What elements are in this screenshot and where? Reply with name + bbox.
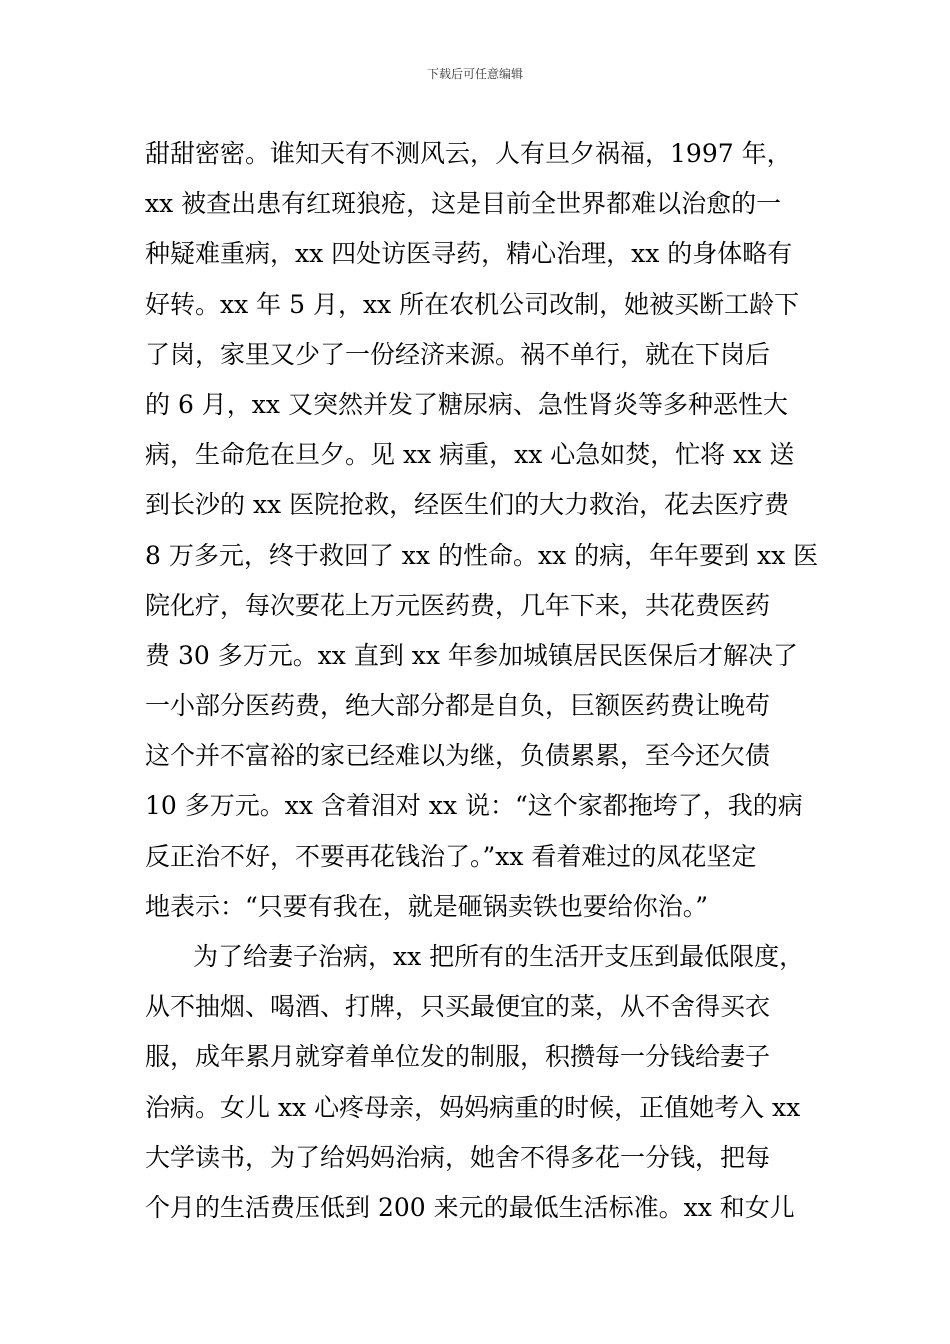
text-line: 到长沙的 xx 医院抢救，经医生们的大力救治，花去医疗费 (145, 490, 790, 520)
document-body (145, 129, 835, 1233)
text-line: 的 6 月，xx 又突然并发了糖尿病、急性肾炎等多种恶性大 (145, 389, 788, 419)
text-line: 地表示：“只要有我在，就是砸锅卖铁也要给你治。” (145, 891, 709, 921)
page-header: 下载后可任意编辑 (426, 67, 523, 81)
text-line: 了岗，家里又少了一份经济来源。祸不单行，就在下岗后 (145, 339, 771, 369)
text-line: 服，成年累月就穿着单位发的制服，积攒每一分钱给妻子 (145, 1042, 771, 1072)
text-line: 一小部分医药费，绝大部分都是自负，巨额医药费让晚苟 (145, 691, 771, 721)
text-line: xx 被查出患有红斑狼疮，这是目前全世界都难以治愈的一 (145, 189, 782, 219)
text-line: 反正治不好，不要再花钱治了。”xx 看着难过的凤花坚定 (145, 841, 757, 871)
text-line: 病，生命危在旦夕。见 xx 病重，xx 心急如焚，忙将 xx 送 (145, 440, 795, 470)
paragraph-first-line: 为了给妻子治病，xx 把所有的生活开支压到最低限度， (193, 942, 805, 971)
text-line: 好转。xx 年 5 月，xx 所在农机公司改制，她被买断工龄下 (145, 289, 800, 319)
text-line: 10 多万元。xx 含着泪对 xx 说：“这个家都拖垮了，我的病 (145, 791, 803, 821)
text-line: 种疑难重病，xx 四处访医寻药，精心治理，xx 的身体略有 (145, 239, 793, 269)
text-line: 治病。女儿 xx 心疼母亲，妈妈病重的时候，正值她考入 xx (145, 1092, 801, 1122)
text-line: 从不抽烟、喝酒、打牌，只买最便宜的菜，从不舍得买衣 (145, 992, 771, 1022)
text-line: 这个并不富裕的家已经难以为继，负债累累，至今还欠债 (145, 741, 771, 771)
text-line: 甜甜密密。谁知天有不测风云，人有旦夕祸福，1997 年， (145, 139, 792, 168)
text-line: 个月的生活费压低到 200 来元的最低生活标准。xx 和女儿 (145, 1192, 795, 1222)
text-line: 大学读书，为了给妈妈治病，她舍不得多花一分钱，把每 (145, 1142, 771, 1172)
text-line: 8 万多元，终于救回了 xx 的性命。xx 的病，年年要到 xx 医 (145, 540, 819, 570)
text-line: 院化疗，每次要花上万元医药费，几年下来，共花费医药 (145, 590, 771, 620)
text-line: 费 30 多万元。xx 直到 xx 年参加城镇居民医保后才解决了 (145, 640, 798, 670)
